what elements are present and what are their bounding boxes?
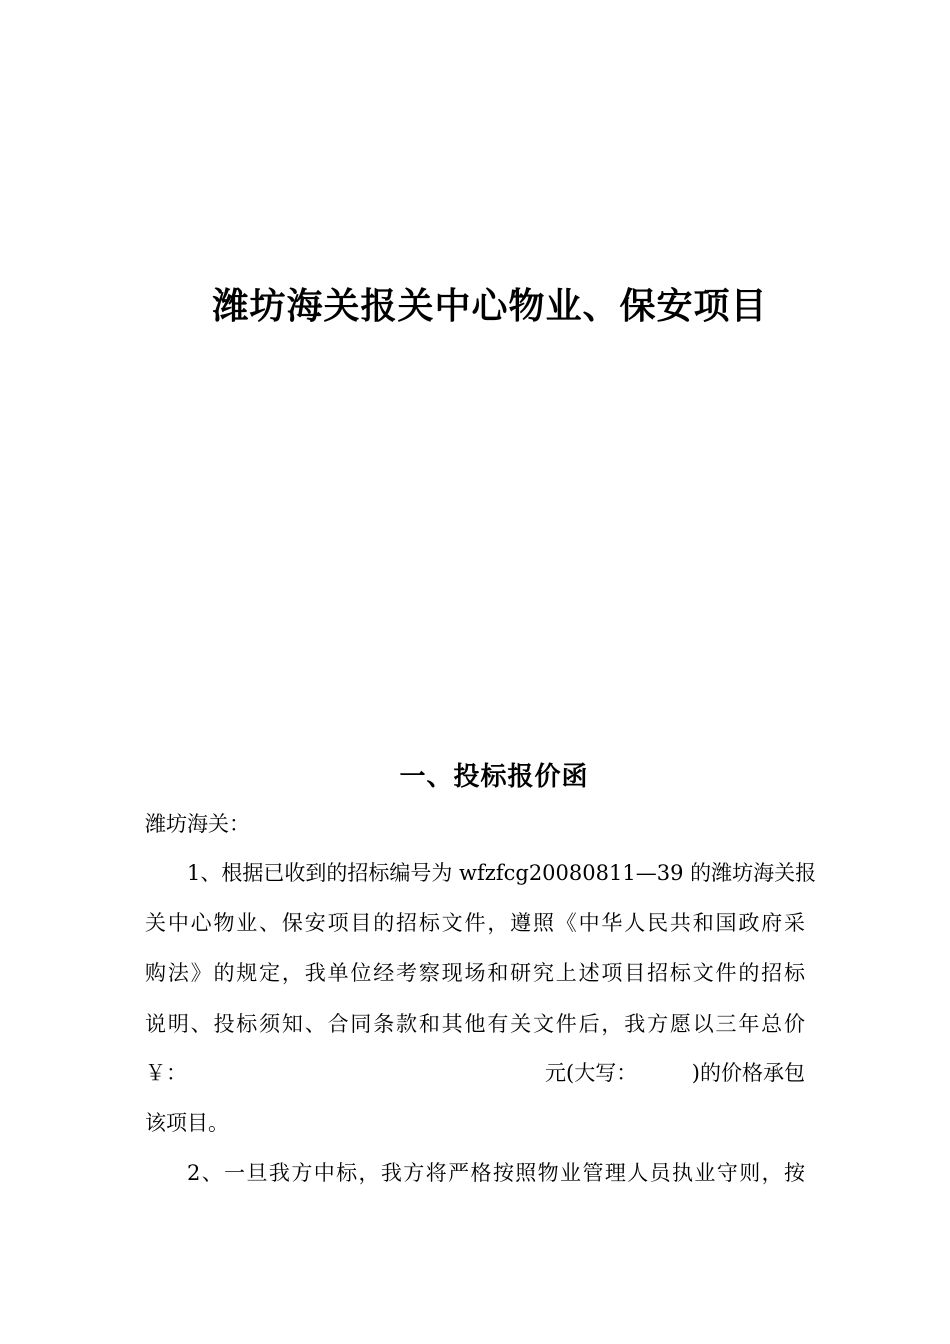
price-tail: )的价格承包 [691,1061,805,1085]
document-title: 潍坊海关报关中心物业、保安项目 [212,285,768,327]
paragraph-1-line-6: 该项目。 [145,1111,229,1135]
price-amount-label: 元(大写： [545,1061,638,1085]
price-prefix: ￥： [145,1061,187,1085]
paragraph-1-line-3: 购法》的规定，我单位经考察现场和研究上述项目招标文件的招标 [145,961,805,985]
salutation: 潍坊海关： [145,812,250,836]
paragraph-1-line-1: 1、根据已收到的招标编号为 wfzfcg20080811—39 的潍坊海关报 [187,861,817,885]
section-heading: 一、投标报价函 [399,762,589,792]
paragraph-1-line-2: 关中心物业、保安项目的招标文件，遵照《中华人民共和国政府采 [145,911,805,935]
paragraph-1-line-4: 说明、投标须知、合同条款和其他有关文件后，我方愿以三年总价 [145,1012,805,1036]
paragraph-2-line-1: 2、一旦我方中标，我方将严格按照物业管理人员执业守则，按 [187,1161,805,1185]
